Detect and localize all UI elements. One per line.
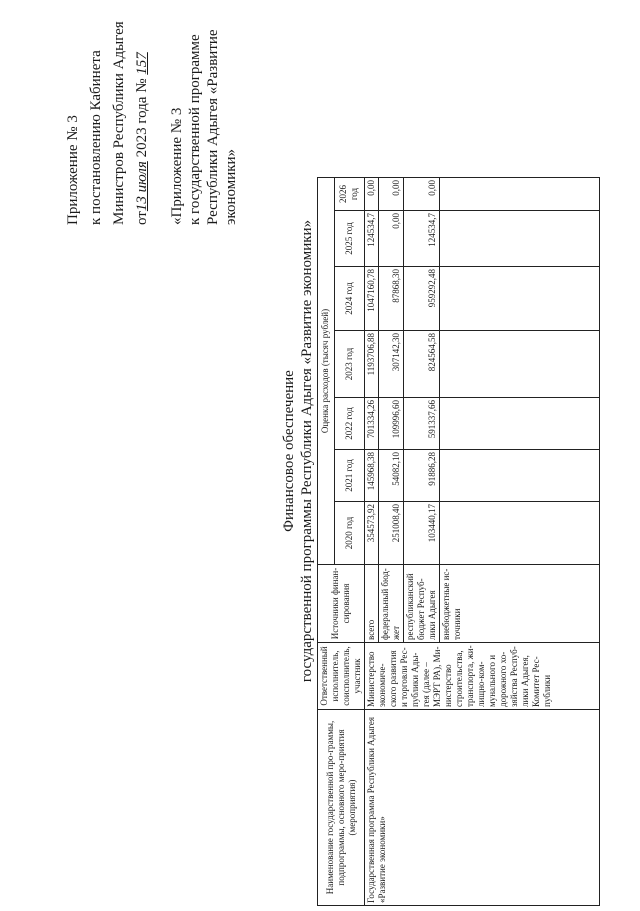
source-cell: внебюджетные ис-точники (440, 565, 600, 643)
value-cell: 0,00 (404, 178, 440, 211)
title-line-1: Финансовое обеспечение (281, 370, 297, 532)
header-year: 2025 год (334, 211, 364, 267)
appendix-quote-line-1: «Приложение № 3 (169, 107, 185, 225)
table-row (365, 178, 379, 906)
value-cell (440, 331, 600, 398)
value-cell: 0,00 (365, 178, 379, 211)
value-cell: 701334,26 (365, 398, 379, 450)
header-program: Наименование государственной про-граммы, подпрограммы, основного меро-приятия (мероприятия) (318, 710, 365, 906)
date-prefix: от (134, 211, 150, 225)
financing-table (317, 177, 600, 906)
appendix-line-1: Приложение № 3 (65, 115, 81, 225)
appendix-line-2: к постановлению Кабинета (88, 50, 104, 225)
appendix-quote-line-4: экономики» (223, 148, 239, 225)
header-year: 2026 год (334, 178, 364, 211)
date-year-label: 2023 года № (134, 78, 150, 158)
value-cell: 91886,28 (404, 450, 440, 502)
value-cell (440, 450, 600, 502)
value-cell (440, 267, 600, 331)
value-cell (440, 178, 600, 211)
value-cell: 1193706,88 (365, 331, 379, 398)
document-title (280, 51, 316, 851)
value-cell: 251008,40 (379, 502, 404, 565)
value-cell: 54082,10 (379, 450, 404, 502)
value-cell: 145968,38 (365, 450, 379, 502)
appendix-line-4 (131, 25, 154, 225)
handwritten-number: 157 (134, 52, 150, 75)
value-cell: 591337,66 (404, 398, 440, 450)
header-source: Источники финан-сирования (318, 565, 365, 643)
header-estimate: Оценка расходов (тысяч рублей) (318, 178, 335, 565)
header-year: 2021 год (334, 450, 364, 502)
appendix-quote (168, 25, 240, 225)
table-header-row (318, 178, 335, 906)
value-cell: 354573,92 (365, 502, 379, 565)
header-year: 2024 год (334, 267, 364, 331)
program-name-cell: Государственная программа Республики Адыгея «Развитие экономики» (365, 710, 600, 906)
source-cell: всего (365, 565, 379, 643)
value-cell: 124534,7 (404, 211, 440, 267)
header-year: 2023 год (334, 331, 364, 398)
header-year: 2020 год (334, 502, 364, 565)
appendix-header (62, 21, 154, 225)
value-cell: 0,00 (379, 178, 404, 211)
appendix-quote-line-3: Республики Адыгея «Развитие (205, 29, 221, 225)
executor-cell: Министерство экономиче-ского развития и торговли Рес-публики Ады-гея (далее – МЭРТ РА), Ми-нистерство строительства, транспорта, жи-лищно-ком-мунального и дорожного хо-зяйства Респуб-лики Адыгея, Комитет Рес-публики (365, 643, 600, 710)
title-line-2: государственной программы Республики Адыгея «Развитие экономики» (299, 219, 315, 683)
value-cell: 1047160,78 (365, 267, 379, 331)
value-cell: 87868,30 (379, 267, 404, 331)
value-cell (440, 211, 600, 267)
source-cell: республиканский бюджет Респуб-лики Адыгея (404, 565, 440, 643)
source-cell: федеральный бюд-жет (379, 565, 404, 643)
value-cell: 109996,60 (379, 398, 404, 450)
appendix-quote-line-2: к государственной программе (187, 34, 203, 225)
value-cell: 959292,48 (404, 267, 440, 331)
value-cell: 124534,7 (365, 211, 379, 267)
value-cell: 103440,17 (404, 502, 440, 565)
value-cell: 824564,58 (404, 331, 440, 398)
value-cell (440, 502, 600, 565)
appendix-line-3: Министров Республики Адыгея (111, 21, 127, 225)
value-cell: 307142,30 (379, 331, 404, 398)
value-cell: 0,00 (379, 211, 404, 267)
header-year: 2022 год (334, 398, 364, 450)
header-executor: Ответственный исполнитель, соисполнитель, участник (318, 643, 365, 710)
value-cell (440, 398, 600, 450)
handwritten-date: 13 июля (134, 161, 150, 212)
